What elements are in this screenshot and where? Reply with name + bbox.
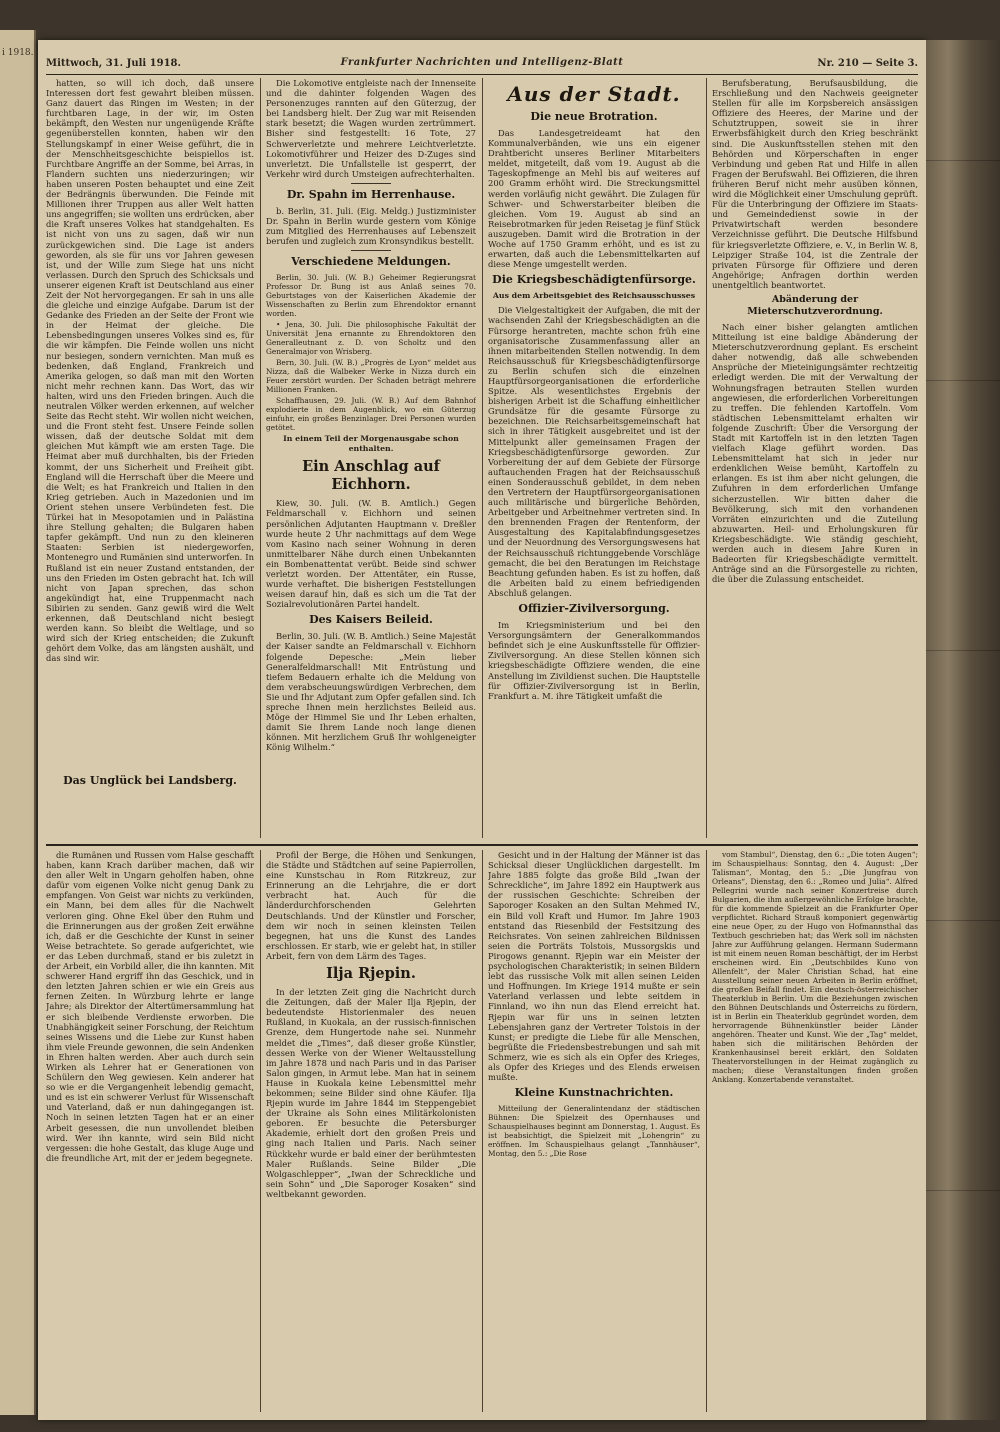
headline-brotration: Die neue Brotration. bbox=[530, 110, 658, 123]
column-divider bbox=[260, 78, 261, 838]
section-separator bbox=[351, 250, 391, 251]
column-1-top-text: hatten, so will ich doch, daß unsere Interessen dort fest gewahrt bleiben müssen. Ganz dauert das Ringen im Westen; in der furchtbaren Lage, in der wir, im Osten bekämpft, den Westen nur ungenügende Kräfte gegenüberstellen konnten, haben wir den Stellungskampf in einer Weise geführt, die in der Menschheitsgeschichte beispiellos ist. Furchtbare Angriffe an der Somme, bei Arras, in Flandern suchten uns niederzuringen; wir haben unseren Posten behauptet und eine Zeit der Bedrängnis überwunden. Die Feinde mit Millionen ihrer Truppen aus aller Welt hatten uns angegriffen; sie wollten uns erdrücken, aber die Kraft unseres Volkes hat standgehalten. Es ist nicht von uns zu sagen, daß wir nun zurückgewichen sind. Die Lage ist anders geworden, als sie für uns vor Jahren gewesen ist, und der Wille zum Siege hat uns nicht verlassen. Durch den Spruch des Schicksals und unserer eigenen Kraft ist Deutschland aus einer Zeit der Not hervorgegangen. Er sah in uns alle die gleiche und einzige Aufgabe. Darum ist der Gedanke des Frieden an der Seite der Front wie in der Heimat der gleiche. Die Lebensbedingungen unseres Volkes sind es, für die wir kämpfen. Die Feinde wollen uns nicht nur besiegen, sondern vernichten. Man muß es bedenken, daß England, Frankreich und Amerika gelogen, so daß man mit den Worten nicht mehr rechnen kann. Das Wort, das wir halten, wird uns den Frieden bringen. Auch die neutralen Völker werden erkennen, auf welcher Seite das Recht steht. Wir wollen nicht weichen, und die Front steht fest. Unsere Feinde sollen wissen, daß der deutsche Soldat mit dem gleichen Mut kämpft wie am ersten Tage. Die Heimat aber muß durchhalten, bis der Frieden kommt, der uns Sicherheit und Freiheit gibt. England will die Herrschaft über die Meere und die Welt; es hat Frankreich und Italien in den Krieg getrieben. Auch in Mazedonien und im Orient stehen unsere Verbündeten fest. Die Türkei hat in Mesopotamien und in Palästina ihre Stellung gehalten; die Bulgaren haben tapfer gekämpft. Und nun zu den kleineren Staaten: Serbien ist niedergeworfen, Montenegro und Rumänien sind unterworfen. In Rußland ist ein neuer Zustand entstanden, der uns den Frieden im Osten gebracht hat. Ich will nicht von Japan sprechen, das schon angekündigt hat, eine Truppenmacht nach Sibirien zu senden. Ganz gewiß wird die Welt erkennen, daß Deutschland nicht besiegt werden kann. So bleibt die Weltlage, und so wird sich der Krieg entscheiden; die Zukunft gehört dem Volke, das am längsten aushält, und das sind wir. bbox=[46, 78, 254, 664]
headline-meldungen: Verschiedene Meldungen. bbox=[291, 255, 451, 269]
kriegsbeschaedigte-text: Die Vielgestaltigkeit der Aufgaben, die mit der wachsenden Zahl der Kriegsbeschädigten an die Fürsorge herantreten, machte schon früh eine organisatorische Zusammenfassung aller an ihnen mitarbeitenden Stellen notwendig. In dem Reichsausschuß für Kriegsbeschädigtenfürsorge zu Berlin schufen sich die einzelnen Hauptfürsorgeorganisationen die erforderliche Spitze. Als wesentlichstes Ergebnis der bisherigen Arbeit ist die Schaffung einheitlicher Grundsätze für die gesamte Fürsorge zu bezeichnen. Die Reichsarbeitsgemeinschaft hat sich in ihrer Tätigkeit ausgebreitet und ist der Mittelpunkt aller gemeinsamen Fragen der Kriegsbeschädigtenfürsorge geworden. Zur Vorbereitung der auf dem Gebiete der Fürsorge auftauchenden Fragen hat der Reichsausschuß einen Sonderausschuß gebildet, in dem neben den Vertretern der Hauptfürsorgeorganisationen auch militärische und bürgerliche Behörden, Arbeitgeber und Arbeitnehmer vertreten sind. In den brennenden Fragen der Rentenform, der Ausgestaltung des Kapitalabfindungsgesetzes und der Neuordnung des Versorgungswesens hat der Reichsausschuß richtunggebende Vorschläge gemacht, die bei den Beratungen im Reichstage Beachtung gefunden haben. Es ist zu hoffen, daß die Arbeiten bald zu einem befriedigenden Abschluß gelangen. bbox=[488, 305, 700, 598]
header-page-number: Nr. 210 — Seite 3. bbox=[817, 58, 918, 69]
column-divider bbox=[482, 78, 483, 838]
brotration-text: Das Landesgetreideamt hat den Kommunalverbänden, wie uns ein eigener Drahtbericht unseres Berliner Mitarbeiters meldet, mitgeteilt, daß vom 19. August ab die Tageskopfmenge an Mehl bis auf weiteres auf 200 Gramm erhöht wird. Die Streckungsmittel werden vorläufig nicht gewährt. Die Zulagen für Schwer- und Schwerstarbeiter bleiben die gleichen. Vom 19. August ab sind an Reisebrotmarken für jeden Reisetag je fünf Stück auszugeben. Damit wird die Brotration in der Woche auf 1750 Gramm erhöht, und es ist zu erwarten, daß auch die Lebensmittelkarten auf diese Menge umgestellt werden. bbox=[488, 128, 700, 270]
headline-landsberg: Das Unglück bei Landsberg. bbox=[63, 774, 237, 787]
headline-offizier: Offizier-Zivilversorgung. bbox=[518, 602, 670, 616]
bound-volume-edge bbox=[926, 40, 1000, 1420]
column-2-top bbox=[266, 78, 476, 838]
column-3-bottom-text: Gesicht und in der Haltung der Männer ist das Schicksal dieser Unglücklichen dargestellt. Im Jahre 1885 folgte das große Bild „Iwan der Schreckliche“, im Jahre 1892 ein Hauptwerk aus der russischen Geschichte: Schreiben der Saporoger Kosaken an den Sultan Mehmed IV., ein Bild voll Kraft und Humor. Im Jahre 1903 entstand das Riesenbild der Festsitzung des Reichsrates. Von seinen zahlreichen Bildnissen seien die Porträts Tolstois, Mussorgskis und Pirogows genannt. Rjepin war ein Meister der psychologischen Charakteristik; in seinen Bildern lebt das russische Volk mit allen seinen Leiden und Hoffnungen. Im Kriege 1914 mußte er sein Vaterland verlassen und lebte seitdem in Finnland, wo ihn nun das Elend erreicht hat. Rjepin war für uns in seinen letzten Lebensjahren ganz der Vertreter Tolstois in der Kunst; er predigte die Liebe für alle Menschen, begrüßte die Friedensbestrebungen und sah mit Schmerz, wie es sich als ein Opfer des Krieges, als Opfer des Krieges und des Elends erweisen mußte. bbox=[488, 850, 700, 1083]
headline-mieterschutz: Abänderung der Mieterschutzverordnung. bbox=[747, 293, 883, 317]
column-4-top-text: Berufsberatung, Berufsausbildung, die Erschließung und den Nachweis geeigneter Stellen für alle im Korpsbereich ansässigen Offiziere des Heeres, der Marine und der Schutztruppen, soweit sie in ihrer Erwerbsfähigkeit durch den Krieg beschränkt sind. Die Auskunftsstellen stehen mit den Behörden und Körperschaften in enger Verbindung und geben Rat und Hilfe in allen Fragen der Berufswahl. Bei Offizieren, die ihren früheren Beruf nicht mehr ausüben können, wird die Möglichkeit einer Umschulung geprüft. Für die Unterbringung der Offiziere im Staats- und Gemeindedienst sowie in der Privatwirtschaft werden besondere Verzeichnisse geführt. Die Deutsche Hilfsbund für kriegsverletzte Offiziere, e. V., in Berlin W. 8, Leipziger Straße 104, ist die Zentrale der privaten Fürsorge für Offiziere und deren Angehörige; Anfragen dorthin werden unentgeltlich beantwortet. bbox=[712, 78, 918, 290]
headline-kunstnachrichten: Kleine Kunstnachrichten. bbox=[514, 1086, 674, 1100]
headline-spahn: Dr. Spahn im Herrenhause. bbox=[286, 187, 456, 201]
meldung-item: Schaffhausen, 29. Juli. (W. B.) Auf dem Bahnhof explodierte in dem Augenblick, wo ein Güterzug einfuhr, ein großes Benzinlager. Drei Personen wurden getötet. bbox=[266, 396, 476, 433]
column-divider bbox=[706, 850, 707, 1412]
header-date: Mittwoch, 31. Juli 1918. bbox=[46, 58, 181, 69]
column-2-bottom bbox=[266, 850, 476, 1412]
column-1-top bbox=[46, 78, 254, 768]
beileid-text: Berlin, 30. Juli. (W. B. Amtlich.) Seine Majestät der Kaiser sandte an Feldmarschall v. Eichhorn folgende Depesche: „Mein lieber Generalfeldmarschall! Mit Entrüstung und tiefem Bedauern erhalte ich die Meldung von dem verabscheuungswürdigen Verbrechen, dem Sie und Ihr Adjutant zum Opfer gefallen sind. Ich spreche Ihnen mein herzlichstes Beileid aus. Möge der Himmel Sie und Ihr Leben erhalten, damit Sie Ihrem Lande noch lange dienen können. Mit herzlichem Gruß Ihr wohlgeneigter König Wilhelm.“ bbox=[266, 631, 476, 753]
column-divider bbox=[260, 850, 261, 1412]
feuilleton-separator bbox=[46, 844, 918, 846]
kunstnachrichten-text: Mitteilung der Generalintendanz der städtischen Bühnen: Die Spielzeit des Opernhauses und Schauspielhauses beginnt am Donnerstag, 1. August. Es ist beabsichtigt, die Spielzeit mit „Lohengrin“ zu eröffnen. Im Schauspielhaus gelangt „Tannhäuser“, Montag, den 5.: „Die Rose bbox=[488, 1104, 700, 1159]
meldung-item: Berlin, 30. Juli. (W. B.) Geheimer Regierungsrat Professor Dr. Bung ist aus Anlaß seines 70. Geburtstages von der Kaiserlichen Akademie der Wissenschaften zu Berlin zum Ehrendoktor ernannt worden. bbox=[266, 273, 476, 319]
headline-eichhorn: Ein Anschlag auf Eichhorn. bbox=[302, 458, 440, 494]
column-2-bottom-text: Profil der Berge, die Höhen und Senkungen, die Städte und Städtchen auf seine Papierrollen, eine Kunstschau in Rom Ritzkreuz, zur Erinnerung an die Lehrjahre, die er dort verbracht hat. Auch für die länderdurchforschenden Gelehrten Deutschlands. Und der Künstler und Forscher, dem wir noch in seinen kleinsten Teilen begegnen, hat uns die Kunst des Landes erschlossen. Er starb, wie er gelebt hat, in stiller Arbeit, fern von dem Lärm des Tages. bbox=[266, 850, 476, 961]
eichhorn-text: Kiew, 30. Juli. (W. B. Amtlich.) Gegen Feldmarschall v. Eichhorn und seinen persönlichen Adjutanten Hauptmann v. Dreßler wurde heute 2 Uhr nachmittags auf dem Wege vom Kasino nach seiner Wohnung in deren unmittelbarer Nähe durch einen Unbekannten ein Bombenattentat verübt. Beide sind schwer verletzt worden. Der Attentäter, ein Russe, wurde verhaftet. Die bisherigen Feststellungen weisen darauf hin, daß es sich um die Tat der Sozialrevolutionären Partei handelt. bbox=[266, 498, 476, 610]
adjacent-page-edge bbox=[0, 30, 36, 1415]
column-1-bottom-text: die Rumänen und Russen vom Halse geschafft haben, kann Krach darüber machen, daß wir den aller Welt in Ungarn geholfen haben, ohne dafür vom eigenen Volke nicht genug Dank zu empfangen. Von Geist war nichts zu verkünden, ein Mann, bei dem alles für die Nachwelt verloren ging. Ohne Ekel über den Ruhm und die Erinnerungen aus der großen Zeit erwähne ich, daß er die Geschichte der Kunst in seiner Weise betrachtete. So gerade aufgerichtet, wie er das Leben durchmaß, stand er bis zuletzt in der Arbeit, ein Vorbild aller, die ihn kannten. Mit schwerer Hand ergriff ihn das Geschick, und in den letzten Jahren schien er wie ein Greis aus fernen Zeiten. In Würzburg lehrte er lange Jahre; als Direktor der Altertümersammlung hat er sich bleibende Verdienste erworben. Die Unabhängigkeit seiner Forschung, der Reichtum seines Wissens und die Liebe zur Kunst haben ihm viele Freunde gewonnen, die sein Andenken in Ehren halten werden. Aber auch durch sein Wirken als Lehrer hat er Generationen von Schülern den Weg gewiesen. Kein anderer hat so wie er die Vergangenheit lebendig gemacht, und es ist ein schwerer Verlust für Wissenschaft und Vaterland, daß er nun dahingegangen ist. Noch in seinen letzten Tagen hat er an einer Arbeit gesessen, die nun unvollendet bleiben wird. Wer ihn kannte, wird sein Bild nicht vergessen: die hohe Gestalt, das kluge Auge und die freundliche Art, mit der er jedem begegnete. bbox=[46, 850, 254, 1163]
kriegsbeschaedigte-kicker: Aus dem Arbeitsgebiet des Reichsausschusses bbox=[492, 291, 696, 301]
page-header bbox=[46, 56, 918, 75]
meldung-item: Bern, 30. Juli. (W. B.) „Progrès de Lyon“ meldet aus Nizza, daß die Walbeker Werke in Nizza durch ein Feuer zerstört wurden. Der Schaden beträgt mehrere Millionen Franken. bbox=[266, 358, 476, 395]
column-2-top-text: Die Lokomotive entgleiste nach der Innenseite und die dahinter folgenden Wagen des Personenzuges rannten auf den Güterzug, der bei Landsberg hielt. Der Zug war mit Reisenden stark besetzt; die Wagen wurden zertrümmert. Bisher sind festgestellt: 16 Tote, 27 Schwerverletzte und mehrere Leichtverletzte. Lokomotivführer und Heizer des D-Zuges sind unverletzt. Die Unfallstelle ist gesperrt, der Verkehr wird durch Umsteigen aufrechterhalten. bbox=[266, 78, 476, 179]
headline-aus-der-stadt: Aus der Stadt. bbox=[507, 82, 681, 106]
headline-beileid: Des Kaisers Beileid. bbox=[309, 613, 433, 627]
header-newspaper-title: Frankfurter Nachrichten und Intelligenz-Blatt bbox=[340, 57, 624, 68]
column-1-bottom bbox=[46, 850, 254, 1412]
column-4-top bbox=[712, 78, 918, 838]
spahn-text: b. Berlin, 31. Juli. (Eig. Meldg.) Justizminister Dr. Spahn in Berlin wurde gestern vom Könige zum Mitglied des Herrenhauses auf Lebenszeit berufen und zugleich zum Kronsyndikus bestellt. bbox=[266, 205, 476, 247]
column-4-bottom bbox=[712, 850, 918, 1412]
column-divider bbox=[482, 850, 483, 1412]
headline-kriegsbeschaedigte: Die Kriegsbeschädigtenfürsorge. bbox=[492, 273, 696, 287]
column-divider bbox=[706, 78, 707, 838]
column-3-top bbox=[488, 78, 700, 838]
adjacent-page-header: i 1918. bbox=[2, 48, 34, 58]
section-separator bbox=[351, 183, 391, 184]
column-3-bottom bbox=[488, 850, 700, 1412]
offizier-text: Im Kriegsministerium und bei den Versorgungsämtern der Generalkommandos befindet sich je eine Auskunftsstelle für Offizier-Zivilversorgung. An diese Stellen können sich kriegsbeschädigte Offiziere wenden, die eine Anstellung im Zivildienst suchen. Die Hauptstelle für Offizier-Zivilversorgung ist in Berlin, Frankfurt a. M. ihre Tätigkeit umfaßt die bbox=[488, 620, 700, 701]
headline-rjepin: Ilja Rjepin. bbox=[326, 965, 416, 983]
newspaper-page bbox=[38, 40, 926, 1420]
eichhorn-kicker: In einem Teil der Morgenausgabe schon enthalten. bbox=[283, 434, 459, 454]
meldung-item: • Jena, 30. Juli. Die philosophische Fakultät der Universität Jena ernannte zu Ehrendoktoren den Generalleutnant z. D. von Scholtz und den Generalmajor von Wrisberg. bbox=[266, 320, 476, 357]
mieterschutz-text: Nach einer bisher gelangten amtlichen Mitteilung ist eine baldige Abänderung der Mieterschutzverordnung geplant. Es erscheint daher notwendig, daß alle schwebenden Ansprüche der Mieteinigungsämter rechtzeitig erledigt werden. Die mit der Verwaltung der Wohnungsfragen betrauten Stellen wurden angewiesen, die erforderlichen Vorbereitungen zu treffen. Die fehlenden Kartoffeln. Vom städtischen Lebensmittelamt erhalten wir folgende Zuschrift: Über die Versorgung der Stadt mit Kartoffeln ist in den letzten Tagen vielfach Klage geführt worden. Das Lebensmittelamt hat sich in jeder nur erdenklichen Weise bemüht, Kartoffeln zu erlangen. Es ist ihm aber nicht gelungen, die Zufuhren in dem erforderlichen Umfange sicherzustellen. Wir bitten daher die Bevölkerung, sich mit den vorhandenen Vorräten einzurichten und die Zuteilung abzuwarten. Heil- und Erholungskuren für Kriegsbeschädigte. Wie ständig geschieht, werden auch in diesem Jahre Kuren in Badeorten für Kriegsbeschädigte vermittelt. Anträge sind an die Fürsorgestelle zu richten, die über die Zulassung entscheidet. bbox=[712, 321, 918, 585]
column-4-bottom-text: vom Stambul“, Dienstag, den 6.: „Die toten Augen“; im Schauspielhaus: Sonntag, den 4. August: „Der Talisman“, Montag, den 5.: „Die Jungfrau von Orleans“, Dienstag, den 6.: „Romeo und Julia“. Alfred Pellegrini wurde nach seiner Konzertreise durch Bulgarien, die ihm außergewöhnliche Erfolge brachte, für die kommende Spielzeit an die Frankfurter Oper verpflichtet. Richard Strauß komponiert gegenwärtig eine neue Oper, zu der Hugo von Hofmannsthal das Textbuch geschrieben hat; das Werk soll im nächsten Jahre zur Aufführung gelangen. Hermann Sudermann ist mit einem neuen Roman beschäftigt, der im Herbst erscheinen wird. Ein „Deutschbildes Kuno von Allenfelt“, der Maler Christian Schad, hat eine Ausstellung seiner neuen Arbeiten in Berlin eröffnet, die großen Beifall findet. Ein deutsch-österreichischer Theaterklub in Berlin. Um die Beziehungen zwischen den Bühnen Deutschlands und Österreichs zu fördern, ist in Berlin ein Theaterklub gegründet worden, dem hervorragende Bühnenkünstler beider Länder angehören. Theater und Kunst. Wie der „Tag“ meldet, haben sich die militärischen Behörden der Krankenhausinsel bereit erklärt, den Soldaten Theatervorstellungen in der Heimat zugänglich zu machen; diese Veranstaltungen finden großen Anklang. Konzertabende veranstaltet. bbox=[712, 850, 918, 1084]
rjepin-text: In der letzten Zeit ging die Nachricht durch die Zeitungen, daß der Maler Ilja Rjepin, der bedeutendste Historienmaler des neuen Rußland, in Kuokala, an der russisch-finnischen Grenze, dem Hungertode nahe sei. Nunmehr meldet die „Times“, daß dieser große Künstler, dessen Werke von der Wiener Weltausstellung im Jahre 1878 und nach Paris und in das Pariser Salon gingen, in Armut lebe. Man hat in seinem Hause in Kuokala keine Lebensmittel mehr bekommen; seine Bilder sind ohne Käufer. Ilja Rjepin wurde im Jahre 1844 im Steppengebiet der Ukraine als Sohn eines Militärkolonisten geboren. Er besuchte die Petersburger Akademie, erhielt dort den großen Preis und ging nach Italien und Paris. Nach seiner Rückkehr wurde er bald einer der berühmtesten Maler Rußlands. Seine Bilder „Die Wolgaschlepper“, „Iwan der Schreckliche und sein Sohn“ und „Die Saporoger Kosaken“ sind weltbekannt geworden. bbox=[266, 987, 476, 1199]
